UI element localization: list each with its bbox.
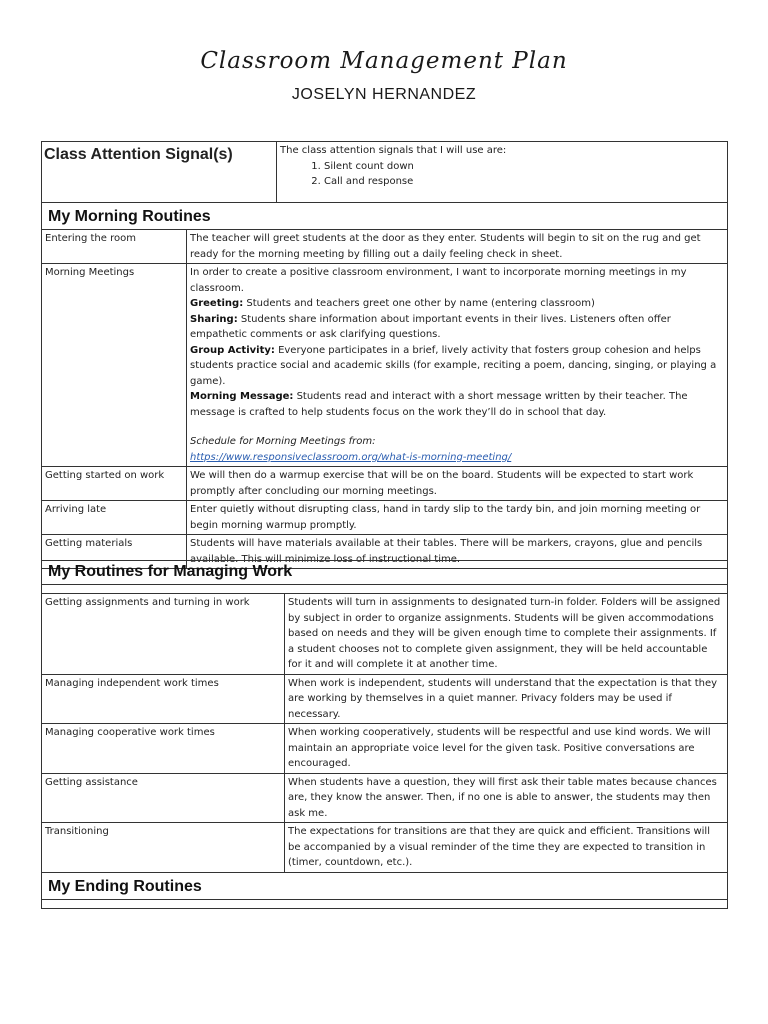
spacer-row (42, 899, 728, 908)
work-routine-description: When work is independent, students will understand that the expectation is that they are working by themselves in a quiet manner. Privacy folders may be used if necessary. (285, 674, 728, 724)
meetings-message (190, 389, 724, 420)
work-routine-label: Managing independent work times (42, 674, 285, 724)
sharing-text: Students share information about important events in their lives. Listeners often offer empathetic comments or ask clarifying questions. (190, 313, 671, 340)
work-routine-row (42, 823, 728, 873)
routine-label: Entering the room (42, 230, 187, 264)
message-text: Students read and interact with a short message written by their teacher. The message is crafted to help students focus on the work they’ll do in school that day. (190, 391, 688, 418)
meetings-source-link[interactable]: https://www.responsiveclassroom.org/what-is-morning-meeting/ (190, 451, 512, 463)
work-routine-description: When students have a question, they will first ask their table mates because chances are, they know the answer. Then, if no one is able to answer, the students may then ask me. (285, 773, 728, 823)
group-activity-key: Group Activity: (190, 344, 275, 356)
meetings-sharing (190, 312, 724, 343)
work-routines-heading: My Routines for Managing Work (42, 561, 728, 585)
ending-routines-heading: My Ending Routines (42, 872, 728, 899)
greeting-key: Greeting: (190, 298, 244, 309)
message-key: Morning Message: (190, 391, 294, 402)
routine-description: We will then do a warmup exercise that will be on the board. Students will be expected to start work promptly after concluding our morning meetings. (187, 467, 728, 501)
meetings-group-activity (190, 343, 724, 390)
routine-description: Enter quietly without disrupting class, hand in tardy slip to the tardy bin, and join morning meeting or begin morning warmup promptly. (187, 501, 728, 535)
work-routine-label: Getting assignments and turning in work (42, 594, 285, 675)
morning-meetings-description (187, 264, 728, 467)
attention-signal-list (280, 159, 724, 190)
meetings-intro: In order to create a positive classroom environment, I want to incorporate morning meetings in my classroom. (190, 267, 687, 294)
attention-signal-item: 1. Silent count down (324, 159, 724, 175)
greeting-text: Students and teachers greet one other by name (entering classroom) (243, 298, 595, 309)
document-title: Classroom Management Plan (200, 48, 568, 74)
work-routine-label: Transitioning (42, 823, 285, 873)
attention-signal-item: 2. Call and response (324, 174, 724, 190)
work-routine-row (42, 724, 728, 774)
routine-label: Getting started on work (42, 467, 187, 501)
sharing-key: Sharing: (190, 313, 238, 325)
author-name: JOSELYN HERNANDEZ (291, 86, 477, 103)
work-routine-row (42, 594, 728, 675)
work-routine-label: Getting assistance (42, 773, 285, 823)
routine-label: Getting materials (42, 535, 187, 569)
attention-signal-cell (277, 142, 728, 203)
meetings-greeting (190, 296, 724, 312)
attention-signal-heading: Class Attention Signal(s) (42, 142, 277, 203)
routine-description: The teacher will greet students at the door as they enter. Students will begin to sit on the rug and get ready for the morning meeting by filling out a daily feeling check in sheet. (187, 230, 728, 264)
spacer-row (42, 585, 728, 594)
work-routine-description: The expectations for transitions are that they are quick and efficient. Transitions will be accompanied by a visual reminder of the time they are expected to transition in (timer, countdown, etc.). (285, 823, 728, 873)
routine-label: Morning Meetings (42, 264, 187, 467)
work-routine-label: Managing cooperative work times (42, 724, 285, 774)
work-routine-description: Students will turn in assignments to designated turn-in folder. Folders will be assigned by subject in order to organize assignments. Students will be given accommodations based on needs and they will be given enough time to complete their assignments. If a student chooses not to complete given assignment, they will be held accountable for it and will complete it at another time. (285, 594, 728, 675)
meetings-schedule-note: Schedule for Morning Meetings from: (190, 436, 376, 447)
routine-description: Students will have materials available at their tables. There will be markers, crayons, glue and pencils available. This will minimize loss of instructional time. (187, 535, 728, 569)
work-routine-row (42, 674, 728, 724)
morning-routines-table (41, 141, 728, 569)
work-routines-table (41, 560, 728, 909)
work-routine-description: When working cooperatively, students will be respectful and use kind words. We will maintain an appropriate voice level for the given task. Positive conversations are encouraged. (285, 724, 728, 774)
morning-routines-heading: My Morning Routines (42, 203, 728, 230)
routine-label: Arriving late (42, 501, 187, 535)
work-routine-row (42, 773, 728, 823)
attention-signal-intro: The class attention signals that I will use are: (280, 145, 507, 156)
group-activity-text: Everyone participates in a brief, lively activity that fosters group cohesion and helps students practice social and academic skills (for example, reciting a poem, dancing, singing, or playing a game). (190, 344, 717, 387)
